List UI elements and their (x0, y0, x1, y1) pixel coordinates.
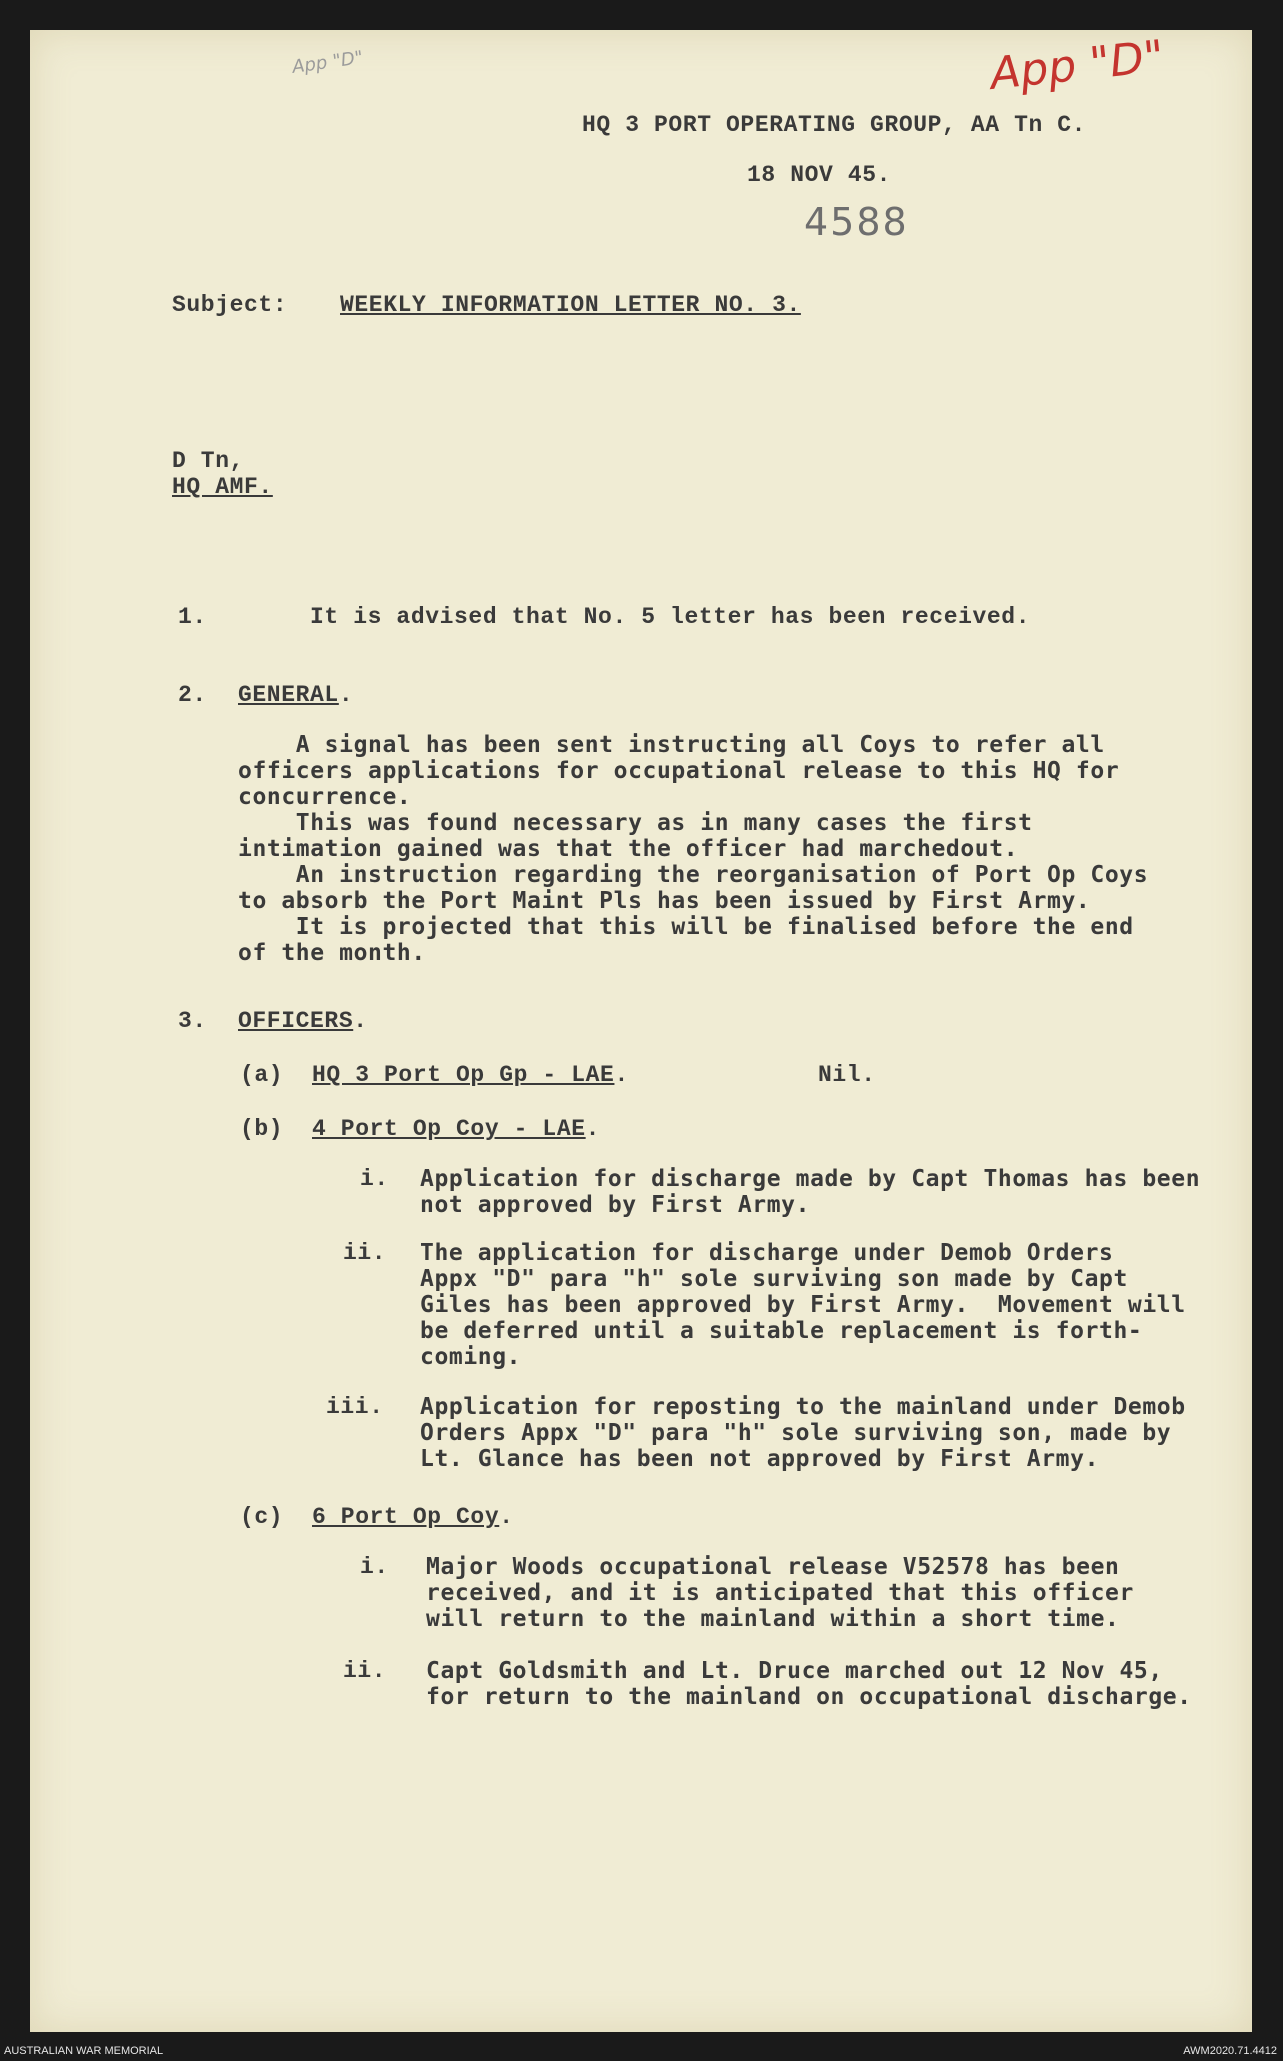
para1-number: 1. (178, 604, 207, 630)
para3c-item-text: Major Woods occupational release V52578 has been received, and it is anticipated that this officer will return to the mainland within a short time. (426, 1554, 1134, 1632)
para3b-item-num: iii. (326, 1394, 384, 1420)
para3b-item-text: Application for reposting to the mainland under Demob Orders Appx "D" para "h" sole surviving son, made by Lt. Glance has been not approved by First Army. (420, 1394, 1186, 1472)
subject-label: Subject: (172, 292, 288, 318)
para3-heading: OFFICERS (238, 1008, 354, 1034)
para3c-item-num: i. (360, 1554, 389, 1580)
para3b-item-text: The application for discharge under Demob Orders Appx "D" para "h" sole surviving son made by Capt Giles has been approved by First Army. Movement will be deferred until a suitable replacement is forth- coming. (420, 1240, 1186, 1370)
document-page: App "D" App "D" HQ 3 PORT OPERATING GROUP, AA Tn C. 18 NOV 45. 4588 Subject: WEEKLY INFORMATION LETTER NO. 3. D Tn, HQ AMF. 1. It is advised that No. 5 letter has been received. 2. GENERAL. A signal has been sent instructing all Coys to refer all officers applications for occupational release to this HQ for concurrence. This was found necessary as in many cases the first intimation gained was that the officer had marchedout. An instruction regarding the reorganisation of Port Op Coys to absorb the Port Maint Pls has been issued by First Army. It is projected that this will be finalised before the end of the month. 3. OFFICERS. (a) HQ 3 Port Op Gp - LAE. Nil. (b) 4 Port Op Coy - LAE. i. Application for discharge made by Capt Thomas has been not approved by First Army. ii. The application for discharge under Demob Orders Appx "D" para "h" sole surviving son made by Capt Giles has been approved by First Army. Movement will be deferred until a suitable replacement is forth- coming. iii. Application for reposting to the mainland under Demob Orders Appx "D" para "h" sole surviving son, made by Lt. Glance has been not approved by First Army. (c) 6 Port Op Coy. i. Major Woods occupational release V52578 has been received, and it is anticipated that this officer will return to the mainland within a short time. ii. Capt Goldsmith and Lt. Druce marched out 12 Nov 45, for return to the mainland on occupational discharge. (30, 30, 1252, 2032)
archive-stamp-number: 4588 (804, 200, 909, 244)
red-ink-annotation: App "D" (987, 31, 1167, 100)
footer-reference: AWM2020.71.4412 (1183, 2045, 1277, 2057)
para3b-item-text: Application for discharge made by Capt Thomas has been not approved by First Army. (420, 1166, 1201, 1218)
recipient-line2: HQ AMF. (172, 474, 273, 500)
header-unit: HQ 3 PORT OPERATING GROUP, AA Tn C. (582, 112, 1087, 138)
para3b-item-num: ii. (343, 1240, 387, 1266)
subject-text: WEEKLY INFORMATION LETTER NO. 3. (340, 292, 801, 318)
recipient-line1: D Tn, (172, 448, 245, 474)
para2-body: A signal has been sent instructing all Coys to refer all officers applications for occupational release to this HQ for concurrence. This was found necessary as in many cases the first intimation gained was that the officer had marchedout. An instruction regarding the reorganisation of Port Op Coys to absorb the Port Maint Pls has been issued by First Army. It is projected that this will be finalised before the end of the month. (238, 732, 1149, 966)
para3c-unit: 6 Port Op Coy (312, 1504, 500, 1530)
para2-number: 2. (178, 682, 207, 708)
para3b-item-num: i. (360, 1166, 389, 1192)
para3c-label: (c) (240, 1504, 284, 1530)
pencil-annotation: App "D" (290, 47, 365, 78)
para3a-value: Nil. (818, 1062, 876, 1088)
para3c-item-text: Capt Goldsmith and Lt. Druce marched out 12 Nov 45, for return to the mainland on occupational discharge. (426, 1658, 1192, 1710)
para3c-item-num: ii. (343, 1658, 387, 1684)
para3a-label: (a) (240, 1062, 284, 1088)
para3b-label: (b) (240, 1116, 284, 1142)
para3a-unit: HQ 3 Port Op Gp - LAE (312, 1062, 615, 1088)
header-date: 18 NOV 45. (747, 162, 892, 188)
para2-heading: GENERAL (238, 682, 339, 708)
para3b-unit: 4 Port Op Coy - LAE (312, 1116, 586, 1142)
para1-text: It is advised that No. 5 letter has been received. (310, 604, 1031, 630)
para3-number: 3. (178, 1008, 207, 1034)
footer-source: AUSTRALIAN WAR MEMORIAL (4, 2045, 164, 2057)
